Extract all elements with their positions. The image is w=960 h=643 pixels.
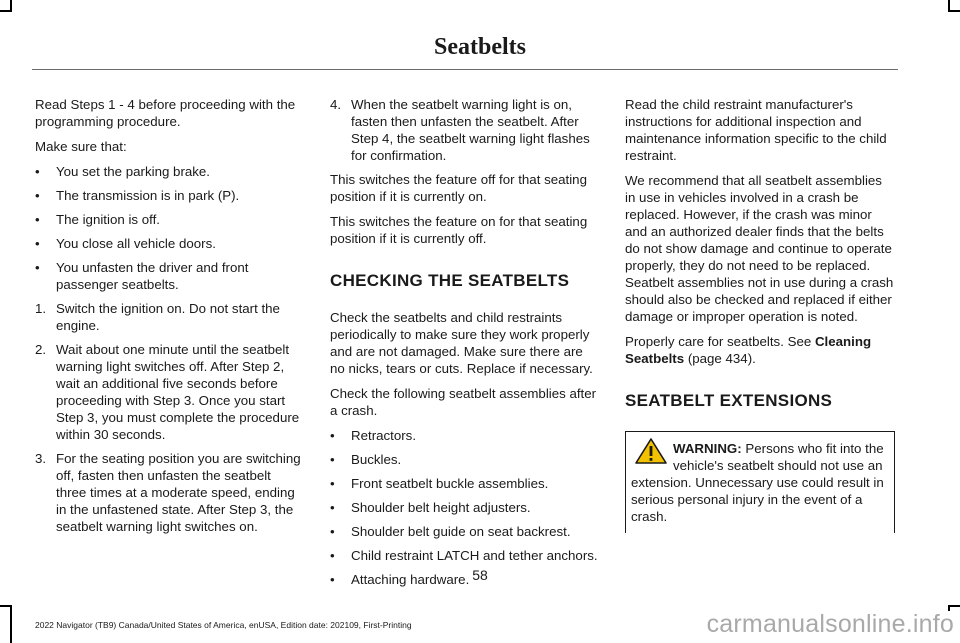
list-item: • Child restraint LATCH and tether anchors. [330, 548, 598, 563]
bullet-mark: • [330, 500, 335, 515]
care-paragraph: Properly care for seatbelts. See Cleaning Seatbelts (page 434). [625, 334, 872, 366]
list-item: • Attaching hardware. [330, 572, 470, 587]
list-item: • Shoulder belt guide on seat backrest. [330, 524, 571, 539]
step-number: 1. [35, 301, 47, 316]
warning-box [625, 431, 895, 533]
step-item: 3. For the seating position you are switching off, fasten then unfasten the seatbelt three times at a moderate speed, ending in the unfastened state. After Step 3, the seatbelt warning light switches on. [35, 451, 301, 534]
warning-text: Persons who fit into the vehicle's seatbelt should not use an extension. Unnecessary use could result in serious personal injury in the event of a crash. [631, 441, 884, 524]
column-left [35, 96, 303, 542]
step-number: 3. [35, 451, 47, 466]
step-item: 1. Switch the ignition on. Do not start the engine. [35, 301, 280, 333]
list-item: • The ignition is off. [35, 212, 160, 227]
paragraph: We recommend that all seatbelt assemblies in use in vehicles involved in a crash be replaced. However, if the crash was minor and an authorized dealer finds that the belts do not show damage and continue to operate properly, they do not need to be replaced. Seatbelt assemblies not in use during a crash should also be checked and replaced if either damage or improper operation is noted. [625, 173, 894, 324]
list-item: • You set the parking brake. [35, 164, 211, 179]
bullet-mark: • [35, 164, 40, 179]
list-item: • Buckles. [330, 452, 402, 467]
list-item: • The transmission is in park (P). [35, 188, 240, 203]
list-item: • You close all vehicle doors. [35, 236, 216, 251]
crop-mark-bottom-left-v [10, 605, 12, 643]
step-number: 2. [35, 342, 47, 357]
column-middle [330, 96, 600, 595]
watermark: carmanualsonline.info [706, 610, 954, 638]
page-number: 58 [472, 567, 488, 583]
page-title: Seatbelts [434, 34, 526, 60]
bullet-mark: • [35, 188, 40, 203]
list-item: • You unfasten the driver and front passenger seatbelts. [35, 260, 249, 292]
bullet-mark: • [35, 212, 40, 227]
bullet-mark: • [330, 572, 335, 587]
bullet-mark: • [330, 476, 335, 491]
intro-paragraph: Read Steps 1 - 4 before proceeding with the programming procedure. [35, 97, 296, 129]
list-item: • Shoulder belt height adjusters. [330, 500, 531, 515]
list-item: • Retractors. [330, 428, 417, 443]
list-item: • Front seatbelt buckle assemblies. [330, 476, 549, 491]
warning-label: WARNING: [673, 441, 742, 456]
paragraph: This switches the feature on for that seating position if it is currently off. [330, 214, 588, 246]
cleaning-seatbelts-link[interactable]: Cleaning Seatbelts [625, 334, 872, 366]
bullet-mark: • [330, 524, 335, 539]
warning-triangle-icon [635, 438, 667, 464]
bullet-mark: • [35, 236, 40, 251]
bullet-mark: • [330, 428, 335, 443]
bullet-mark: • [35, 260, 40, 275]
footer-edition-info: 2022 Navigator (TB9) Canada/United States of America, enUSA, Edition date: 202109, First-Printing [35, 620, 412, 630]
bullet-mark: • [330, 452, 335, 467]
paragraph: Read the child restraint manufacturer's instructions for additional inspection and maintenance information specific to the child restraint. [625, 97, 887, 163]
crop-mark-top-left-v [10, 0, 12, 12]
crop-mark-top-right-v [948, 0, 950, 12]
paragraph: Check the seatbelts and child restraints periodically to make sure they work properly and are not damaged. Make sure there are no nicks, tears or cuts. Replace if necessary. [330, 310, 593, 376]
step-item: 2. Wait about one minute until the seatbelt warning light switches off. After Step 2, wait an additional five seconds before proceeding with Step 3. Once you start Step 3, you must complete the procedure within 30 seconds. [35, 342, 300, 442]
section-heading-checking: CHECKING THE SEATBELTS [330, 271, 570, 290]
paragraph: This switches the feature off for that seating position if it is currently on. [330, 172, 587, 204]
header-rule [32, 69, 898, 70]
step-number: 4. [330, 97, 342, 112]
paragraph: Check the following seatbelt assemblies after a crash. [330, 386, 597, 418]
column-right [625, 96, 895, 533]
bullet-mark: • [330, 548, 335, 563]
section-heading-extensions: SEATBELT EXTENSIONS [625, 391, 833, 410]
step-item: 4. When the seatbelt warning light is on, fasten then unfasten the seatbelt. After Step 4, the seatbelt warning light flashes for confirmation. [330, 97, 590, 163]
make-sure-label: Make sure that: [35, 139, 127, 154]
